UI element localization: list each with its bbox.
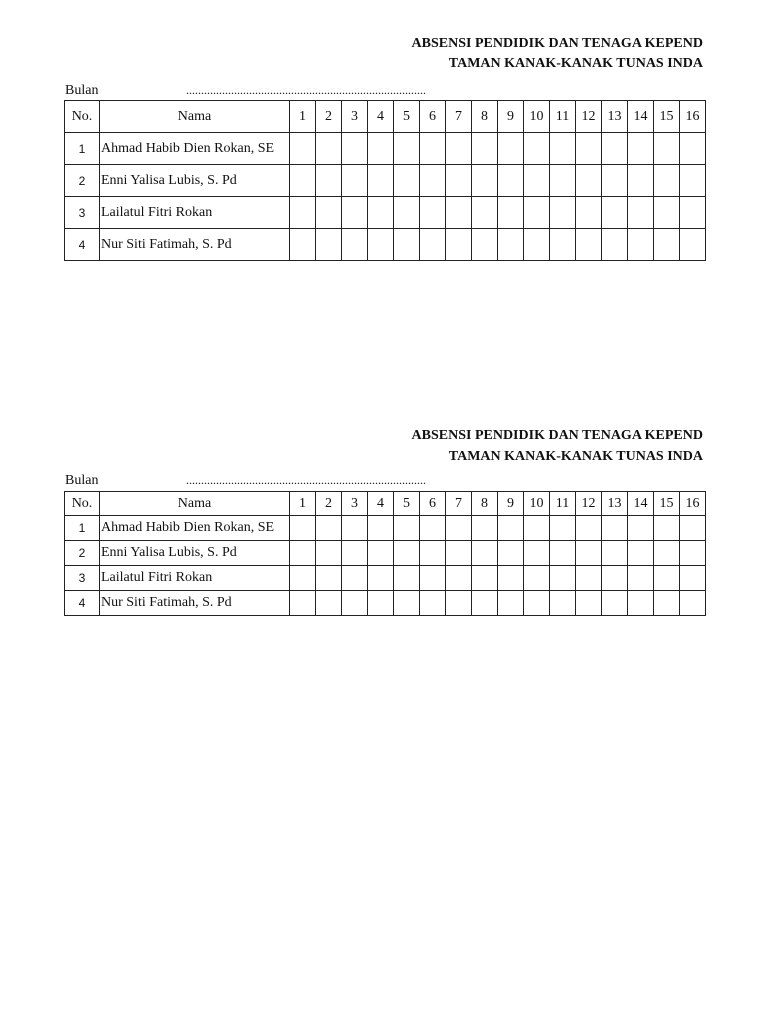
attendance-cell-day-14[interactable] — [628, 229, 654, 261]
attendance-cell-day-2[interactable] — [316, 591, 342, 616]
header-day-7: 7 — [446, 492, 472, 516]
month-fill-line: ................................................................................ — [186, 473, 426, 487]
header-day-16: 16 — [680, 101, 706, 133]
attendance-cell-day-13[interactable] — [602, 591, 628, 616]
header-day-15: 15 — [654, 492, 680, 516]
attendance-cell-day-11[interactable] — [550, 165, 576, 197]
attendance-cell-day-10[interactable] — [524, 591, 550, 616]
header-day-10: 10 — [524, 492, 550, 516]
table-row — [65, 516, 706, 541]
attendance-cell-day-7[interactable] — [446, 566, 472, 591]
attendance-cell-day-9[interactable] — [498, 197, 524, 229]
header-day-12: 12 — [576, 492, 602, 516]
attendance-cell-day-1[interactable] — [290, 516, 316, 541]
header-day-6: 6 — [420, 101, 446, 133]
sheet-title-line2: TAMAN KANAK-KANAK TUNAS INDA — [448, 56, 703, 71]
attendance-cell-day-4[interactable] — [368, 197, 394, 229]
attendance-cell-day-11[interactable] — [550, 591, 576, 616]
header-day-6: 6 — [420, 492, 446, 516]
row-name: Enni Yalisa Lubis, S. Pd — [100, 541, 290, 566]
attendance-cell-day-3[interactable] — [342, 165, 368, 197]
attendance-cell-day-11[interactable] — [550, 541, 576, 566]
attendance-cell-day-14[interactable] — [628, 133, 654, 165]
attendance-cell-day-15[interactable] — [654, 133, 680, 165]
attendance-cell-day-2[interactable] — [316, 516, 342, 541]
attendance-cell-day-13[interactable] — [602, 541, 628, 566]
attendance-cell-day-9[interactable] — [498, 591, 524, 616]
row-name: Nur Siti Fatimah, S. Pd — [100, 229, 290, 261]
attendance-cell-day-10[interactable] — [524, 229, 550, 261]
attendance-cell-day-4[interactable] — [368, 133, 394, 165]
table-row — [65, 165, 706, 197]
attendance-cell-day-6[interactable] — [420, 541, 446, 566]
attendance-cell-day-16[interactable] — [680, 516, 706, 541]
header-day-3: 3 — [342, 101, 368, 133]
header-nama: Nama — [100, 492, 290, 516]
row-number: 2 — [65, 165, 100, 197]
attendance-cell-day-14[interactable] — [628, 541, 654, 566]
header-day-8: 8 — [472, 101, 498, 133]
attendance-cell-day-10[interactable] — [524, 197, 550, 229]
table-row — [65, 229, 706, 261]
attendance-cell-day-12[interactable] — [576, 541, 602, 566]
header-day-4: 4 — [368, 101, 394, 133]
attendance-cell-day-2[interactable] — [316, 541, 342, 566]
attendance-cell-day-7[interactable] — [446, 133, 472, 165]
header-day-9: 9 — [498, 101, 524, 133]
attendance-cell-day-16[interactable] — [680, 591, 706, 616]
attendance-cell-day-16[interactable] — [680, 541, 706, 566]
attendance-cell-day-8[interactable] — [472, 541, 498, 566]
header-day-1: 1 — [290, 492, 316, 516]
row-number: 4 — [65, 229, 100, 261]
attendance-cell-day-6[interactable] — [420, 197, 446, 229]
header-day-13: 13 — [602, 492, 628, 516]
attendance-cell-day-10[interactable] — [524, 566, 550, 591]
attendance-cell-day-7[interactable] — [446, 229, 472, 261]
header-day-5: 5 — [394, 101, 420, 133]
attendance-cell-day-1[interactable] — [290, 591, 316, 616]
header-day-16: 16 — [680, 492, 706, 516]
month-fill-line: ................................................................................ — [186, 83, 426, 97]
attendance-cell-day-12[interactable] — [576, 566, 602, 591]
header-day-5: 5 — [394, 492, 420, 516]
attendance-cell-day-5[interactable] — [394, 133, 420, 165]
row-name: Ahmad Habib Dien Rokan, SE — [100, 516, 290, 541]
attendance-cell-day-6[interactable] — [420, 516, 446, 541]
header-day-4: 4 — [368, 492, 394, 516]
attendance-cell-day-3[interactable] — [342, 516, 368, 541]
header-day-2: 2 — [316, 492, 342, 516]
attendance-cell-day-15[interactable] — [654, 591, 680, 616]
attendance-cell-day-3[interactable] — [342, 229, 368, 261]
attendance-cell-day-5[interactable] — [394, 566, 420, 591]
table-header-row — [65, 492, 706, 516]
attendance-cell-day-5[interactable] — [394, 541, 420, 566]
attendance-cell-day-13[interactable] — [602, 165, 628, 197]
row-number: 2 — [65, 541, 100, 566]
attendance-cell-day-14[interactable] — [628, 591, 654, 616]
attendance-cell-day-1[interactable] — [290, 133, 316, 165]
attendance-cell-day-5[interactable] — [394, 165, 420, 197]
row-name: Lailatul Fitri Rokan — [100, 566, 290, 591]
row-name: Lailatul Fitri Rokan — [100, 197, 290, 229]
header-day-11: 11 — [550, 101, 576, 133]
attendance-cell-day-6[interactable] — [420, 165, 446, 197]
attendance-cell-day-15[interactable] — [654, 541, 680, 566]
attendance-cell-day-4[interactable] — [368, 229, 394, 261]
attendance-cell-day-3[interactable] — [342, 591, 368, 616]
attendance-cell-day-1[interactable] — [290, 197, 316, 229]
attendance-cell-day-4[interactable] — [368, 591, 394, 616]
header-day-1: 1 — [290, 101, 316, 133]
attendance-cell-day-3[interactable] — [342, 133, 368, 165]
attendance-cell-day-10[interactable] — [524, 133, 550, 165]
attendance-cell-day-7[interactable] — [446, 516, 472, 541]
row-name: Nur Siti Fatimah, S. Pd — [100, 591, 290, 616]
attendance-cell-day-6[interactable] — [420, 566, 446, 591]
attendance-cell-day-13[interactable] — [602, 566, 628, 591]
attendance-cell-day-3[interactable] — [342, 197, 368, 229]
attendance-cell-day-15[interactable] — [654, 229, 680, 261]
attendance-cell-day-16[interactable] — [680, 133, 706, 165]
table-row — [65, 591, 706, 616]
attendance-cell-day-2[interactable] — [316, 133, 342, 165]
header-day-14: 14 — [628, 492, 654, 516]
attendance-cell-day-9[interactable] — [498, 133, 524, 165]
table-row — [65, 541, 706, 566]
attendance-cell-day-2[interactable] — [316, 197, 342, 229]
header-day-9: 9 — [498, 492, 524, 516]
table-header-row — [65, 101, 706, 133]
header-day-13: 13 — [602, 101, 628, 133]
header-day-2: 2 — [316, 101, 342, 133]
table-row — [65, 133, 706, 165]
attendance-cell-day-1[interactable] — [290, 165, 316, 197]
header-no: No. — [65, 492, 100, 516]
attendance-table — [64, 100, 706, 261]
attendance-cell-day-8[interactable] — [472, 197, 498, 229]
attendance-cell-day-4[interactable] — [368, 566, 394, 591]
attendance-cell-day-12[interactable] — [576, 516, 602, 541]
attendance-cell-day-1[interactable] — [290, 566, 316, 591]
attendance-cell-day-14[interactable] — [628, 197, 654, 229]
attendance-table — [64, 491, 706, 616]
header-nama: Nama — [100, 101, 290, 133]
header-day-14: 14 — [628, 101, 654, 133]
attendance-cell-day-3[interactable] — [342, 541, 368, 566]
attendance-cell-day-2[interactable] — [316, 165, 342, 197]
header-day-8: 8 — [472, 492, 498, 516]
table-row — [65, 197, 706, 229]
attendance-cell-day-11[interactable] — [550, 566, 576, 591]
attendance-cell-day-9[interactable] — [498, 516, 524, 541]
attendance-cell-day-7[interactable] — [446, 541, 472, 566]
attendance-cell-day-9[interactable] — [498, 229, 524, 261]
attendance-cell-day-2[interactable] — [316, 229, 342, 261]
attendance-cell-day-5[interactable] — [394, 591, 420, 616]
attendance-cell-day-8[interactable] — [472, 566, 498, 591]
attendance-cell-day-11[interactable] — [550, 197, 576, 229]
attendance-cell-day-6[interactable] — [420, 229, 446, 261]
attendance-cell-day-6[interactable] — [420, 591, 446, 616]
attendance-cell-day-15[interactable] — [654, 197, 680, 229]
attendance-cell-day-8[interactable] — [472, 516, 498, 541]
attendance-cell-day-10[interactable] — [524, 541, 550, 566]
attendance-cell-day-11[interactable] — [550, 229, 576, 261]
attendance-cell-day-15[interactable] — [654, 165, 680, 197]
attendance-cell-day-9[interactable] — [498, 541, 524, 566]
month-label: Bulan — [65, 83, 99, 98]
attendance-cell-day-15[interactable] — [654, 566, 680, 591]
attendance-cell-day-8[interactable] — [472, 165, 498, 197]
attendance-cell-day-12[interactable] — [576, 229, 602, 261]
attendance-cell-day-13[interactable] — [602, 229, 628, 261]
attendance-cell-day-10[interactable] — [524, 165, 550, 197]
attendance-cell-day-15[interactable] — [654, 516, 680, 541]
month-label: Bulan — [65, 473, 99, 488]
row-number: 4 — [65, 591, 100, 616]
attendance-cell-day-2[interactable] — [316, 566, 342, 591]
attendance-cell-day-5[interactable] — [394, 516, 420, 541]
attendance-cell-day-14[interactable] — [628, 165, 654, 197]
attendance-cell-day-16[interactable] — [680, 165, 706, 197]
attendance-cell-day-14[interactable] — [628, 516, 654, 541]
header-day-15: 15 — [654, 101, 680, 133]
attendance-cell-day-4[interactable] — [368, 165, 394, 197]
attendance-cell-day-11[interactable] — [550, 133, 576, 165]
attendance-cell-day-5[interactable] — [394, 197, 420, 229]
attendance-cell-day-14[interactable] — [628, 566, 654, 591]
sheet-title-line1: ABSENSI PENDIDIK DAN TENAGA KEPEND — [411, 36, 703, 51]
header-day-11: 11 — [550, 492, 576, 516]
attendance-cell-day-12[interactable] — [576, 133, 602, 165]
attendance-cell-day-6[interactable] — [420, 133, 446, 165]
header-day-12: 12 — [576, 101, 602, 133]
table-row — [65, 566, 706, 591]
header-day-3: 3 — [342, 492, 368, 516]
attendance-cell-day-13[interactable] — [602, 197, 628, 229]
attendance-cell-day-1[interactable] — [290, 541, 316, 566]
attendance-cell-day-8[interactable] — [472, 229, 498, 261]
attendance-cell-day-8[interactable] — [472, 591, 498, 616]
attendance-cell-day-10[interactable] — [524, 516, 550, 541]
row-name: Enni Yalisa Lubis, S. Pd — [100, 165, 290, 197]
attendance-cell-day-8[interactable] — [472, 133, 498, 165]
row-name: Ahmad Habib Dien Rokan, SE — [100, 133, 290, 165]
attendance-cell-day-11[interactable] — [550, 516, 576, 541]
attendance-cell-day-7[interactable] — [446, 197, 472, 229]
attendance-cell-day-16[interactable] — [680, 566, 706, 591]
attendance-cell-day-9[interactable] — [498, 566, 524, 591]
attendance-cell-day-9[interactable] — [498, 165, 524, 197]
attendance-cell-day-13[interactable] — [602, 133, 628, 165]
attendance-cell-day-16[interactable] — [680, 197, 706, 229]
header-no: No. — [65, 101, 100, 133]
row-number: 3 — [65, 566, 100, 591]
attendance-cell-day-12[interactable] — [576, 197, 602, 229]
attendance-cell-day-5[interactable] — [394, 229, 420, 261]
header-day-7: 7 — [446, 101, 472, 133]
attendance-cell-day-12[interactable] — [576, 165, 602, 197]
header-day-10: 10 — [524, 101, 550, 133]
sheet-title-line2: TAMAN KANAK-KANAK TUNAS INDA — [448, 449, 703, 464]
attendance-cell-day-4[interactable] — [368, 516, 394, 541]
attendance-cell-day-3[interactable] — [342, 566, 368, 591]
attendance-cell-day-12[interactable] — [576, 591, 602, 616]
row-number: 3 — [65, 197, 100, 229]
attendance-cell-day-1[interactable] — [290, 229, 316, 261]
row-number: 1 — [65, 133, 100, 165]
attendance-cell-day-7[interactable] — [446, 165, 472, 197]
attendance-cell-day-4[interactable] — [368, 541, 394, 566]
attendance-cell-day-16[interactable] — [680, 229, 706, 261]
attendance-cell-day-7[interactable] — [446, 591, 472, 616]
sheet-title-line1: ABSENSI PENDIDIK DAN TENAGA KEPEND — [411, 428, 703, 443]
attendance-cell-day-13[interactable] — [602, 516, 628, 541]
row-number: 1 — [65, 516, 100, 541]
